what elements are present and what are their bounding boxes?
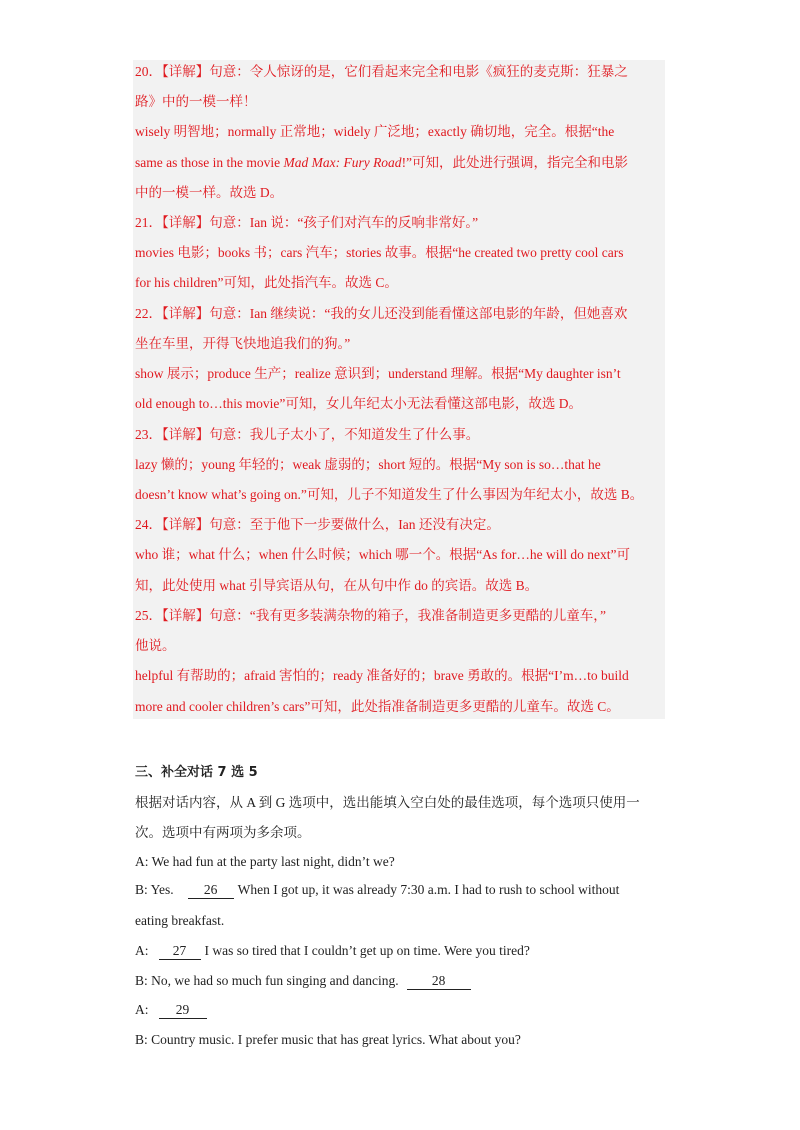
- answer-22-line3: show 展示；produce 生产；realize 意识到；understand 理解。根据“My daughter isn’t: [135, 366, 621, 381]
- dialogue-line-b1: [135, 881, 619, 899]
- answer-21-line1: 21．【详解】句意：Ian 说：“孩子们对汽车的反响非常好。”: [135, 215, 479, 230]
- answer-22-line1: 22．【详解】句意：Ian 继续说：“我的女儿还没到能看懂这部电影的年龄，但她喜欢: [135, 306, 628, 321]
- dialogue-text: B: No, we had so much fun singing and dancing.: [135, 973, 399, 988]
- speaker-a-label: A:: [135, 1002, 149, 1017]
- answer-20-line3: wisely 明智地；normally 正常地；widely 广泛地；exactly 确切地，完全。根据“the: [135, 124, 615, 139]
- blank-29[interactable]: 29: [159, 1002, 207, 1019]
- answer-23-line3: doesn’t know what’s going on.”可知，儿子不知道发生了什么事因为年纪太小，故选 B。: [135, 487, 644, 502]
- instructions-line2: 次。选项中有两项为多余项。: [135, 825, 311, 840]
- speaker-a-label: A:: [135, 943, 149, 958]
- dialogue-line-a1: A: We had fun at the party last night, didn’t we?: [135, 854, 395, 869]
- answer-25-line1: 25．【详解】句意：“我有更多装满杂物的箱子，我准备制造更多更酷的儿童车，”: [135, 608, 606, 623]
- answer-21-line3: for his children”可知，此处指汽车。故选 C。: [135, 275, 398, 290]
- answer-24-line1: 24．【详解】句意：至于他下一步要做什么，Ian 还没有决定。: [135, 517, 500, 532]
- dialogue-text: When I got up, it was already 7:30 a.m. I had to rush to school without: [237, 882, 620, 897]
- answer-22-line4: old enough to…this movie”可知，女儿年纪太小无法看懂这部电影，故选 D。: [135, 396, 582, 411]
- answer-20-line2: 路》中的一模一样！: [135, 94, 257, 109]
- answer-25-line4: more and cooler children’s cars”可知，此处指准备制造更多更酷的儿童车。故选 C。: [135, 699, 620, 714]
- answer-20-text-cont: !”可知，此处进行强调，指完全和电影: [401, 155, 629, 170]
- answer-20-text: same as those in the movie: [135, 155, 284, 170]
- blank-28[interactable]: 28: [407, 973, 471, 990]
- answer-20-line4: [135, 154, 628, 172]
- movie-title: Mad Max: Fury Road: [283, 155, 402, 170]
- answer-24-line3: 知，此处使用 what 引导宾语从句，在从句中作 do 的宾语。故选 B。: [135, 578, 539, 593]
- answer-20-line5: 中的一模一样。故选 D。: [135, 185, 284, 200]
- dialogue-line-a2: [135, 942, 530, 960]
- answer-24-line2: who 谁；what 什么；when 什么时候；which 哪一个。根据“As for…he will do next”可: [135, 547, 630, 562]
- dialogue-text: I was so tired that I couldn’t get up on time. Were you tired?: [204, 943, 530, 958]
- blank-26[interactable]: 26: [188, 882, 234, 899]
- answer-25-line3: helpful 有帮助的；afraid 害怕的；ready 准备好的；brave 勇敢的。根据“I’m…to build: [135, 668, 629, 683]
- answer-23-line2: lazy 懒的；young 年轻的；weak 虚弱的；short 短的。根据“My son is so…that he: [135, 457, 601, 472]
- blank-27[interactable]: 27: [159, 943, 201, 960]
- dialogue-line-b2: [135, 972, 475, 990]
- dialogue-line-b3: B: Country music. I prefer music that has great lyrics. What about you?: [135, 1032, 521, 1047]
- answer-23-line1: 23．【详解】句意：我儿子太小了，不知道发生了什么事。: [135, 427, 480, 442]
- dialogue-line-b1-cont: eating breakfast.: [135, 913, 225, 928]
- answer-22-line2: 坐在车里，开得飞快地追我们的狗。”: [135, 336, 351, 351]
- answer-21-line2: movies 电影；books 书；cars 汽车；stories 故事。根据“he created two pretty cool cars: [135, 245, 624, 260]
- dialogue-line-a3: [135, 1001, 211, 1019]
- speaker-b-text: B: Yes.: [135, 882, 174, 897]
- section-heading: 三、补全对话 7 选 5: [135, 765, 258, 780]
- answer-25-line2: 他说。: [135, 638, 176, 653]
- instructions-line1: 根据对话内容，从 A 到 G 选项中，选出能填入空白处的最佳选项，每个选项只使用一: [135, 795, 640, 810]
- answer-20-line1: 20．【详解】句意：令人惊讶的是，它们看起来完全和电影《疯狂的麦克斯：狂暴之: [135, 64, 628, 79]
